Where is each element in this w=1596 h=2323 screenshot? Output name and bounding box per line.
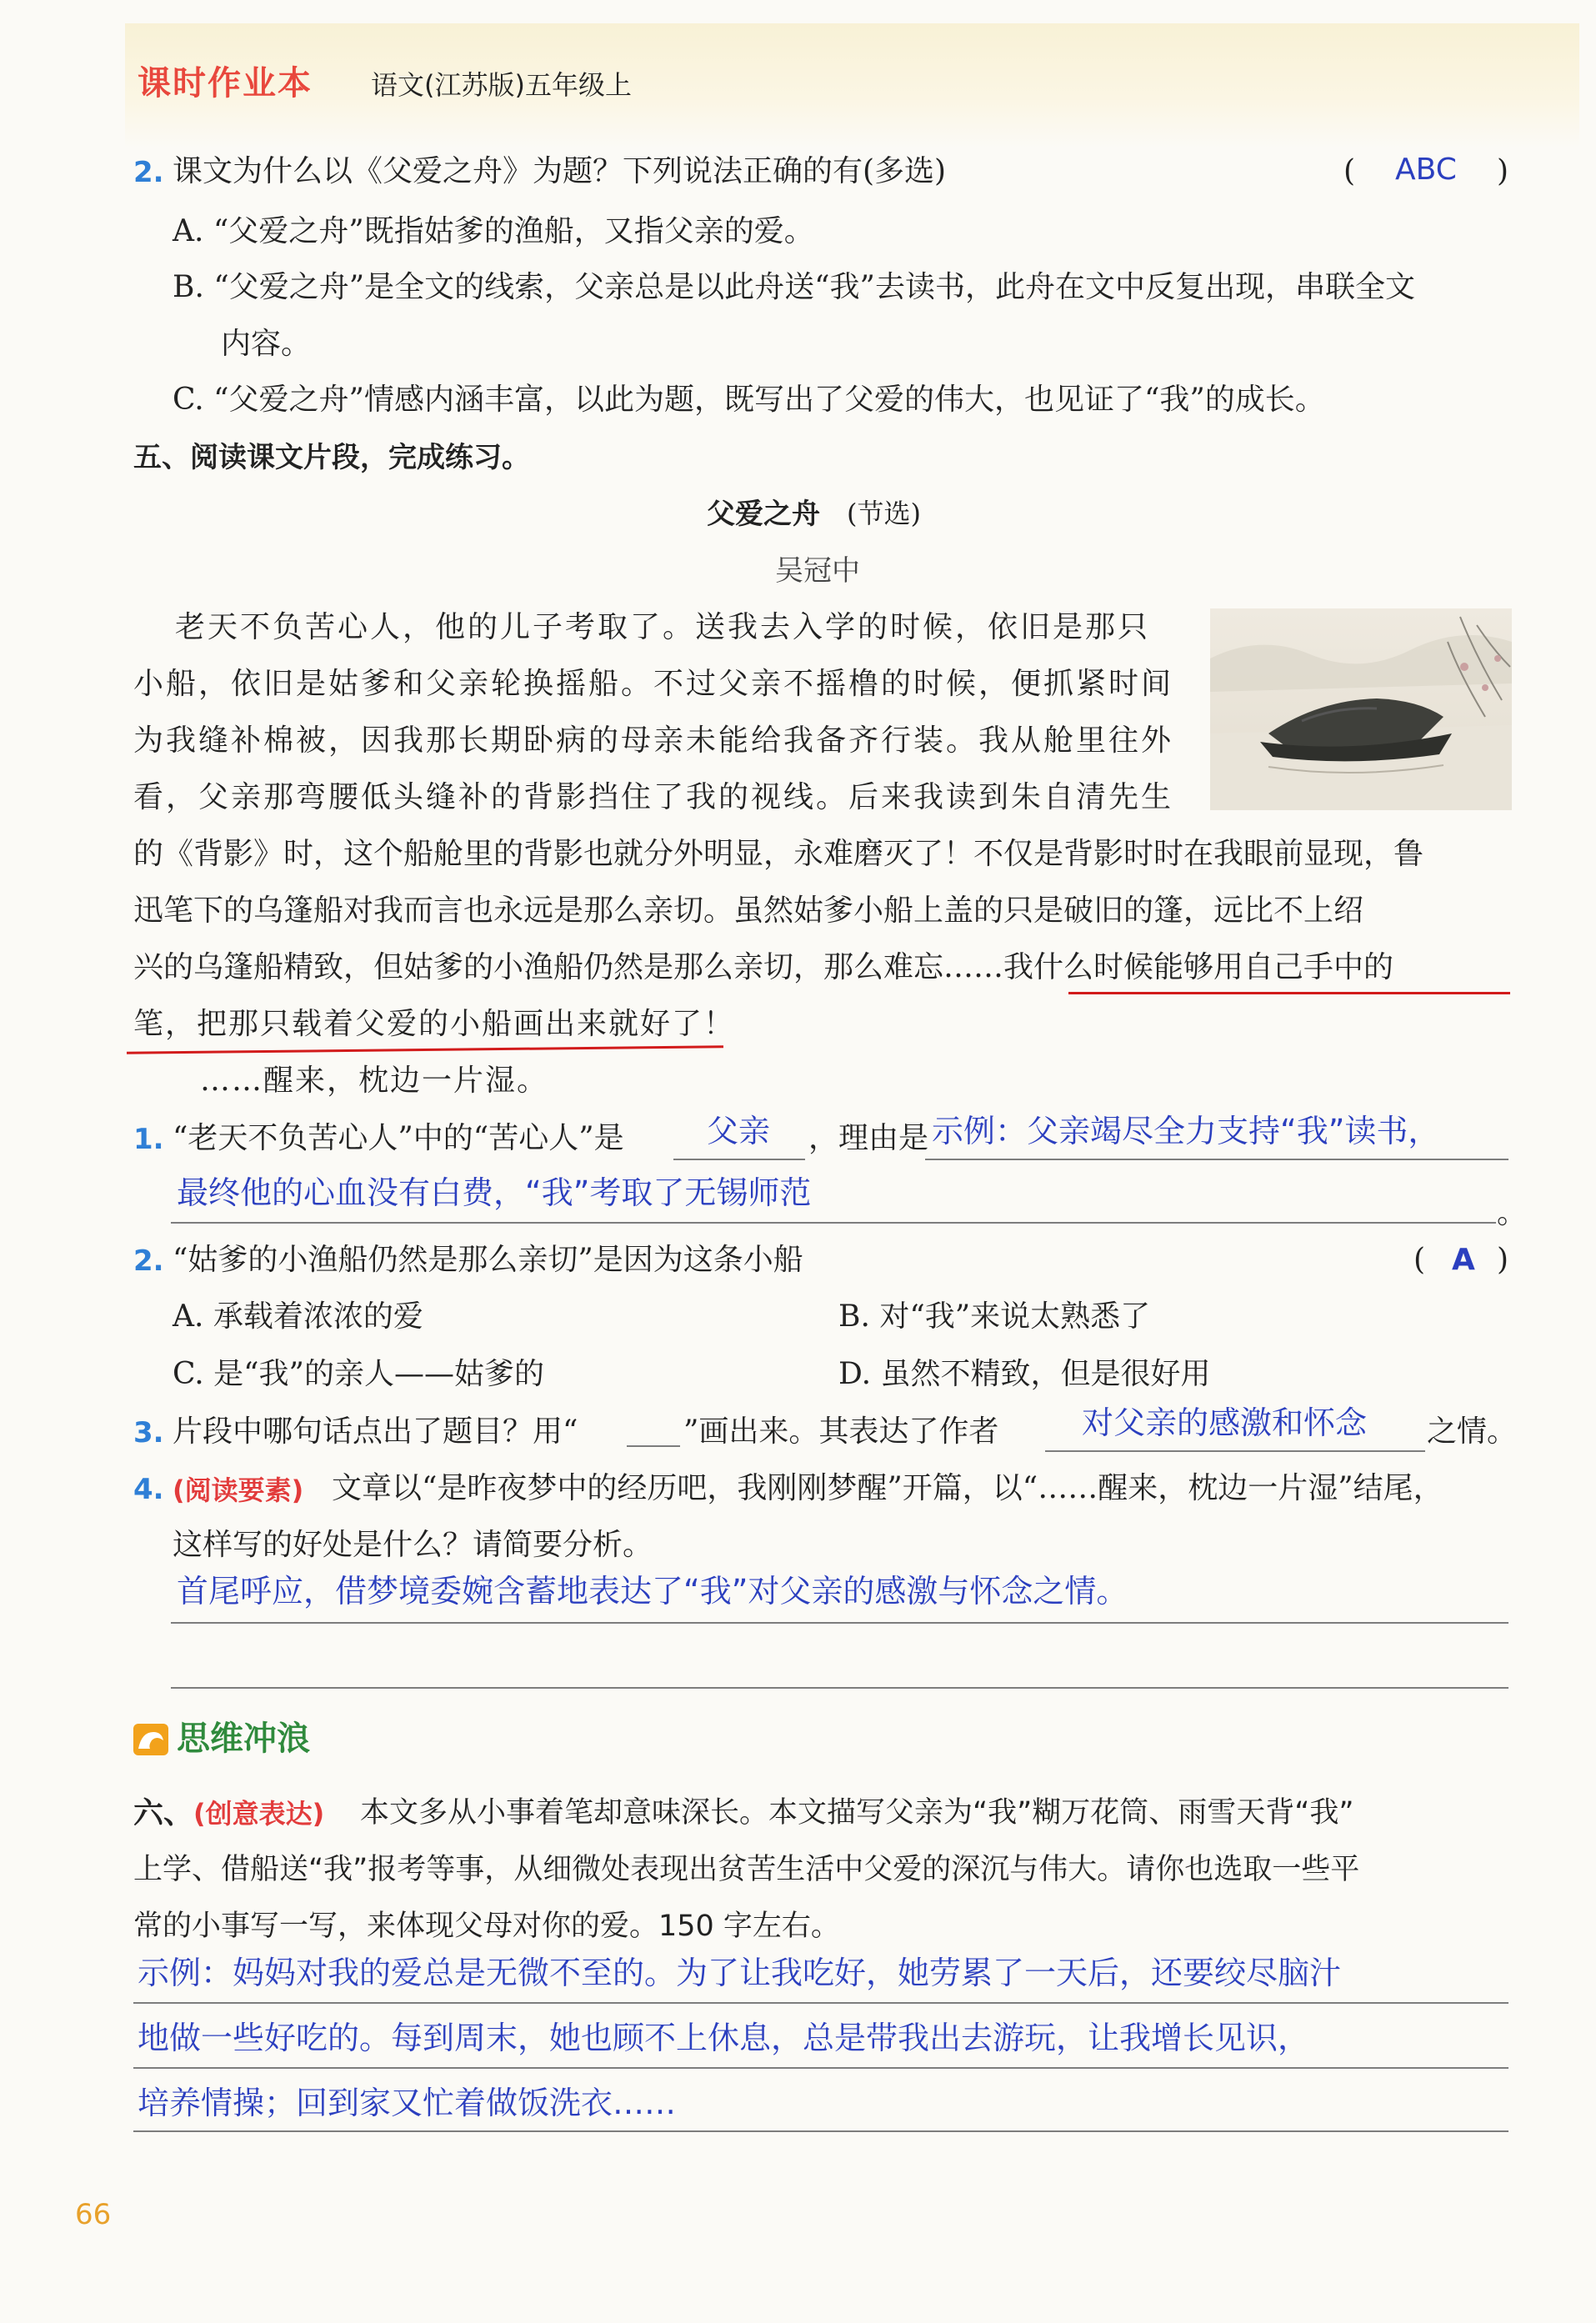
book-title: 课时作业本 (138, 64, 313, 103)
option-a: A. 承载着浓浓的爱 (173, 1299, 423, 1334)
skill-tag: (阅读要素) (173, 1474, 304, 1506)
book-subtitle: 语文(江苏版)五年级上 (371, 69, 632, 101)
blank-underline (627, 1445, 680, 1447)
section-heading: 思维冲浪 (177, 1720, 310, 1758)
question-stem: ，理由是 (808, 1121, 929, 1155)
option-b-continued: 内容。 (221, 327, 312, 361)
skill-tag: (创意表达) (193, 1798, 325, 1830)
option-b: B. 对“我”来说太熟悉了 (838, 1299, 1151, 1334)
answer-text: 最终他的心血没有白费，“我”考取了无锡师范 (177, 1174, 812, 1211)
question-stem: “老天不负苦心人”中的“苦心人”是 (173, 1121, 624, 1155)
section-heading: 五、阅读课文片段，完成练习。 (133, 441, 530, 474)
question-number: 3. (133, 1416, 164, 1449)
answer-underline (171, 1622, 1508, 1624)
question-stem: 常的小事写一写，来体现父母对你的爱。150 字左右。 (133, 1910, 840, 1943)
question-stem: 之情。 (1427, 1414, 1518, 1449)
thinking-wave-icon (133, 1724, 168, 1755)
answer-underline (925, 1159, 1508, 1160)
answer-underline (1045, 1450, 1425, 1452)
passage-line: ……醒来，枕边一片湿。 (200, 1064, 549, 1098)
option-d: D. 虽然不精致，但是很好用 (838, 1357, 1211, 1391)
answer-text: 示例：父亲竭尽全力支持“我”读书， (932, 1113, 1440, 1149)
answer-paren-close: ) (1497, 1243, 1509, 1277)
passage-author: 吴冠中 (775, 554, 860, 588)
passage-line: 老天不负苦心人，他的儿子考取了。送我去入学的时候，依旧是那只 (175, 610, 1151, 644)
answer-underline (133, 2002, 1508, 2004)
passage-line: 小船，依旧是姑爹和父亲轮换摇船。不过父亲不摇橹的时候，便抓紧时间 (133, 667, 1174, 701)
header-band (125, 23, 1579, 148)
passage-line: 迅笔下的乌篷船对我而言也永远是那么亲切。虽然姑爹小船上盖的只是破旧的篷，远比不上绍 (133, 894, 1364, 928)
question-stem: 片段中哪句话点出了题目？用“ (173, 1414, 578, 1449)
answer-text: 培养情操；回到家又忙着做饭洗衣…… (138, 2085, 677, 2121)
answer-underline (673, 1159, 805, 1160)
title-sentence-underline (1068, 992, 1510, 994)
question-number: 六、 (133, 1796, 194, 1830)
question-end-mark: 。 (1497, 1196, 1528, 1230)
option-c: C. “父爱之舟”情感内涵丰富，以此为题，既写出了父爱的伟大，也见证了“我”的成长。 (173, 383, 1325, 417)
answer-text: 地做一些好吃的。每到周末，她也顾不上休息，总是带我出去游玩，让我增长见识， (138, 2020, 1310, 2056)
answer-choice: ABC (1395, 153, 1457, 187)
passage-line: 笔，把那只载着父爱的小船画出来就好了！ (133, 1007, 736, 1041)
boat-painting-image (1210, 608, 1512, 810)
passage-line: 的《背影》时，这个船舱里的背影也就分外明显，永难磨灭了！不仅是背影时时在我眼前显现，鲁 (133, 837, 1424, 871)
answer-text: 首尾呼应，借梦境委婉含蓄地表达了“我”对父亲的感激与怀念之情。 (177, 1573, 1128, 1610)
answer-text: 对父亲的感激和怀念 (1082, 1404, 1368, 1441)
answer-paren-open: ( (1413, 1243, 1426, 1277)
title-sentence-underline (127, 1045, 723, 1054)
question-stem: “姑爹的小渔船仍然是那么亲切”是因为这条小船 (173, 1243, 803, 1277)
question-number: 4. (133, 1473, 164, 1506)
question-stem: 文章以“是昨夜梦中的经历吧，我刚刚梦醒”开篇，以“……醒来，枕边一片湿”结尾， (332, 1471, 1443, 1505)
answer-text: 父亲 (707, 1113, 771, 1149)
answer-underline (171, 1222, 1496, 1224)
question-stem: 这样写的好处是什么？请简要分析。 (173, 1528, 653, 1562)
option-b: B. “父爱之舟”是全文的线索，父亲总是以此舟送“我”去读书，此舟在文中反复出现，串联全文 (173, 270, 1415, 304)
question-number: 2. (133, 156, 164, 189)
answer-underline (171, 1687, 1508, 1689)
answer-paren-close: ) (1497, 154, 1509, 188)
passage-title: 父爱之舟 (707, 498, 820, 531)
answer-underline (133, 2130, 1508, 2132)
passage-line: 为我缝补棉被，因我那长期卧病的母亲未能给我备齐行装。我从舱里往外 (133, 723, 1174, 758)
passage-title-note: (节选) (847, 498, 921, 529)
question-number: 1. (133, 1123, 164, 1156)
answer-underline (133, 2067, 1508, 2069)
question-stem: 本文多从小事着笔却意味深长。本文描写父亲为“我”糊万花筒、雨雪天背“我” (360, 1796, 1354, 1830)
answer-choice: A (1452, 1243, 1475, 1277)
option-a: A. “父爱之舟”既指姑爹的渔船，又指父亲的爱。 (173, 214, 814, 248)
question-stem: ”画出来。其表达了作者 (683, 1414, 999, 1449)
question-stem: 课文为什么以《父爱之舟》为题？下列说法正确的有(多选) (173, 154, 947, 188)
option-c: C. 是“我”的亲人——姑爹的 (173, 1357, 544, 1391)
question-number: 2. (133, 1244, 164, 1278)
passage-line: 兴的乌篷船精致，但姑爹的小渔船仍然是那么亲切，那么难忘……我什么时候能够用自己手中的 (133, 950, 1394, 984)
page-number: 66 (75, 2198, 112, 2231)
answer-paren-open: ( (1343, 154, 1356, 188)
passage-line: 看，父亲那弯腰低头缝补的背影挡住了我的视线。后来我读到朱自清先生 (133, 780, 1174, 814)
question-stem: 上学、借船送“我”报考等事，从细微处表现出贫苦生活中父爱的深沉与伟大。请你也选取一些平 (133, 1853, 1360, 1886)
answer-text: 示例：妈妈对我的爱总是无微不至的。为了让我吃好，她劳累了一天后，还要绞尽脑汁 (138, 1955, 1342, 1991)
